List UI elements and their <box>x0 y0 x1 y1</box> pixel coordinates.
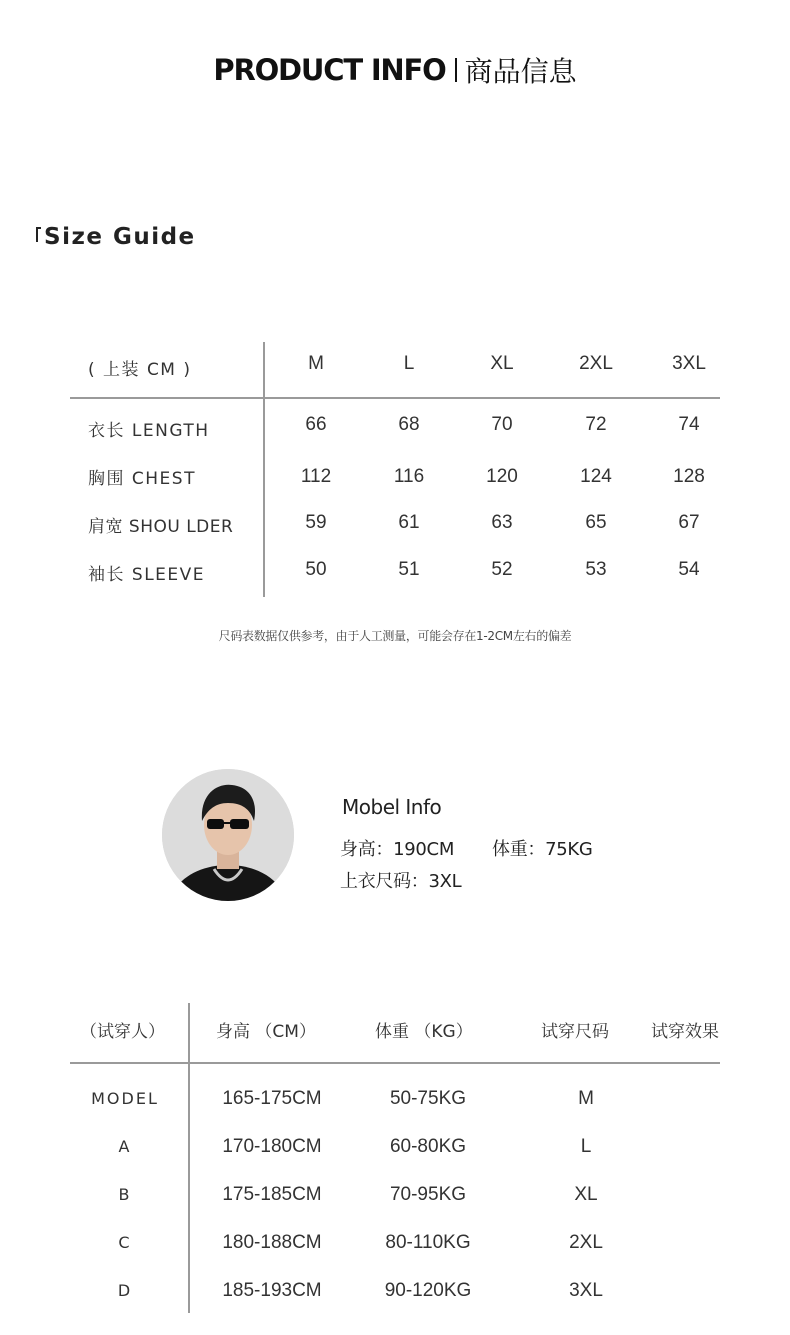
model-avatar <box>162 769 294 901</box>
size-cell: 66 <box>305 414 327 435</box>
size-cell: 67 <box>678 512 700 533</box>
size-header-xl: XL <box>490 353 514 374</box>
measurement-note: 尺码表数据仅供参考，由于人工测量，可能会存在1-2CM左右的偏差 <box>218 629 572 643</box>
fit-row-size: 2XL <box>569 1232 603 1253</box>
size-header-m: M <box>308 353 324 374</box>
fit-table-horizontal-divider <box>70 1062 720 1064</box>
size-cell: 128 <box>673 466 705 487</box>
fit-row-height: 185-193CM <box>222 1280 322 1301</box>
fit-table-vertical-divider <box>188 1003 190 1313</box>
fit-row-weight: 50-75KG <box>389 1088 467 1109</box>
fit-row-height: 175-185CM <box>222 1184 322 1205</box>
fit-header-weight: 体重 （KG） <box>375 1022 473 1042</box>
size-cell: 52 <box>491 559 513 580</box>
size-table-horizontal-divider <box>70 397 720 399</box>
model-top-size: 上衣尺码：3XL <box>340 871 462 892</box>
size-header-3xl: 3XL <box>672 353 706 374</box>
header-divider <box>455 58 457 82</box>
size-row-label: 袖长 SLEEVE <box>88 565 206 585</box>
fit-row-size: XL <box>574 1184 598 1205</box>
size-table-header-label: ( 上装 CM ) <box>88 360 192 380</box>
fit-row-weight: 80-110KG <box>385 1232 471 1253</box>
header-title-cn: 商品信息 <box>464 55 577 88</box>
size-table-vertical-divider <box>263 342 265 597</box>
fit-row-weight: 60-80KG <box>389 1136 467 1157</box>
fit-row-name: MODEL <box>91 1089 159 1108</box>
fit-row-name: A <box>118 1137 132 1156</box>
size-row-label: 肩宽 SHOU LDER <box>88 517 234 537</box>
size-cell: 63 <box>491 512 513 533</box>
size-cell: 65 <box>585 512 607 533</box>
model-info-title: Mobel Info <box>342 795 442 819</box>
fit-row-size: 3XL <box>569 1280 603 1301</box>
corner-bracket-icon <box>36 227 41 242</box>
size-guide-title <box>36 224 196 250</box>
fit-row-name: B <box>118 1185 132 1204</box>
fit-row-height: 170-180CM <box>222 1136 322 1157</box>
size-guide-title-text: Size Guide <box>44 224 196 250</box>
model-height: 身高：190CM <box>340 839 455 860</box>
fit-row-size: M <box>578 1088 594 1109</box>
size-row-label: 胸围 CHEST <box>88 469 196 489</box>
size-header-2xl: 2XL <box>579 353 613 374</box>
fit-row-name: C <box>118 1233 132 1252</box>
model-portrait-icon <box>162 769 294 901</box>
fit-row-weight: 70-95KG <box>389 1184 467 1205</box>
size-cell: 70 <box>491 414 513 435</box>
size-cell: 54 <box>678 559 700 580</box>
size-cell: 59 <box>305 512 327 533</box>
fit-header-height: 身高 （CM） <box>216 1022 316 1042</box>
fit-header-size: 试穿尺码 <box>541 1022 609 1042</box>
page-header <box>0 50 790 90</box>
size-row-label: 衣长 LENGTH <box>88 421 210 441</box>
size-cell: 74 <box>678 414 700 435</box>
size-cell: 116 <box>393 466 425 487</box>
size-cell: 112 <box>300 466 332 487</box>
size-cell: 53 <box>585 559 607 580</box>
size-cell: 51 <box>398 559 420 580</box>
fit-row-height: 165-175CM <box>222 1088 322 1109</box>
fit-row-name: D <box>117 1281 133 1300</box>
fit-header-effect: 试穿效果 <box>651 1022 719 1042</box>
size-cell: 120 <box>486 466 518 487</box>
fit-row-size: L <box>580 1136 592 1157</box>
fit-row-height: 180-188CM <box>222 1232 322 1253</box>
size-cell: 50 <box>305 559 327 580</box>
size-cell: 68 <box>398 414 420 435</box>
size-cell: 72 <box>585 414 607 435</box>
size-cell: 124 <box>580 466 612 487</box>
fit-row-weight: 90-120KG <box>384 1280 472 1301</box>
size-cell: 61 <box>398 512 420 533</box>
fit-header-tester: （试穿人） <box>80 1022 165 1042</box>
header-title-en: PRODUCT INFO <box>213 53 446 87</box>
size-header-l: L <box>403 353 415 374</box>
model-weight: 体重：75KG <box>492 839 593 860</box>
